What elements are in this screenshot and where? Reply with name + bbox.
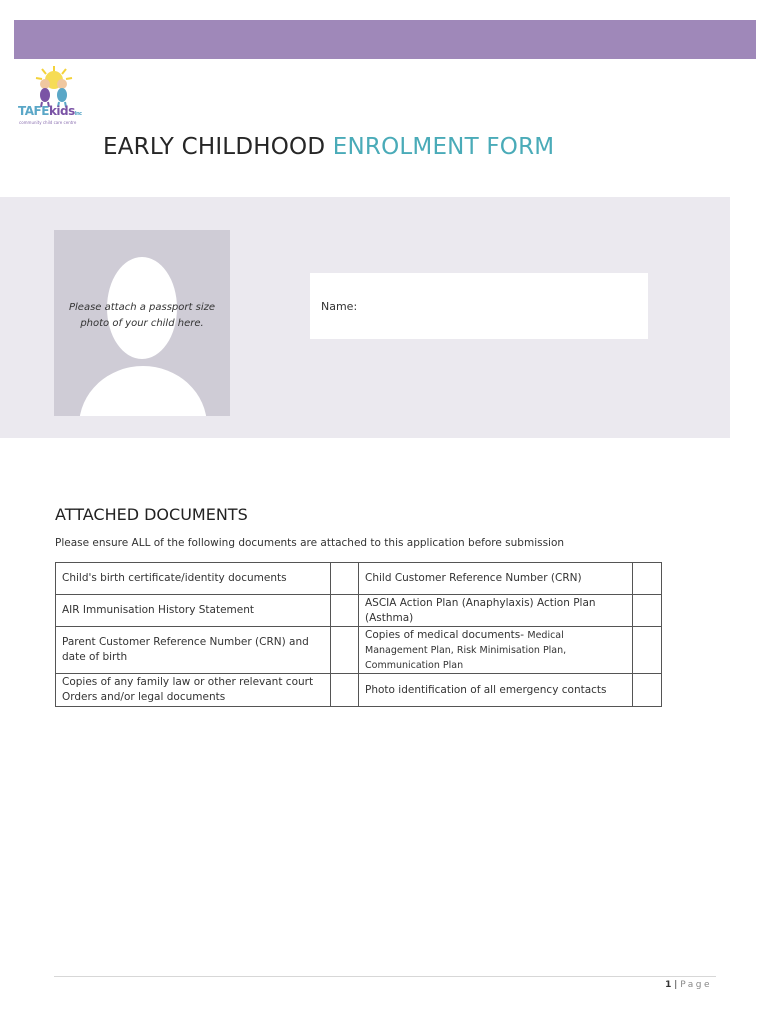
table-row [56,627,662,674]
logo-tagline: community child care centre [19,120,77,125]
doc-checkbox[interactable] [331,627,359,674]
doc-child-crn: Child Customer Reference Number (CRN) [359,563,633,595]
doc-emergency-contacts-id: Photo identification of all emergency contacts [359,674,633,707]
logo-wordmark: TAFEkidsInc [18,104,82,118]
doc-checkbox[interactable] [331,595,359,627]
doc-checkbox[interactable] [633,627,662,674]
doc-family-law-orders: Copies of any family law or other relevant court Orders and/or legal documents [56,674,331,707]
name-field[interactable] [310,273,648,339]
table-row [56,674,662,707]
passport-photo-placeholder[interactable] [54,230,230,416]
doc-checkbox[interactable] [633,674,662,707]
doc-parent-crn: Parent Customer Reference Number (CRN) and date of birth [56,627,331,674]
taffe-kids-logo [16,64,94,126]
table-row [56,595,662,627]
photo-instruction: Please attach a passport size photo of your child here. [68,302,215,329]
doc-checkbox[interactable] [633,595,662,627]
doc-checkbox[interactable] [633,563,662,595]
doc-checkbox[interactable] [331,563,359,595]
top-banner [14,20,756,59]
doc-medical-documents: Copies of medical documents- Medical Management Plan, Risk Minimisation Plan, Communication Plan [359,627,633,674]
doc-birth-certificate: Child's birth certificate/identity documents [56,563,331,595]
footer-divider [54,976,716,977]
documents-checklist-table [55,562,662,707]
attached-documents-instruction: Please ensure ALL of the following documents are attached to this application before submission [55,537,565,549]
name-label: Name: [321,300,358,313]
attached-documents-heading: ATTACHED DOCUMENTS [55,505,248,524]
logo-figures-icon [16,64,94,108]
doc-immunisation-statement: AIR Immunisation History Statement [56,595,331,627]
doc-ascia-action-plan: ASCIA Action Plan (Anaphylaxis) Action Plan (Asthma) [359,595,633,627]
table-row [56,563,662,595]
page-title: EARLY CHILDHOOD ENROLMENT FORM [103,134,555,160]
doc-checkbox[interactable] [331,674,359,707]
page-number: 1 | Page [665,980,712,990]
silhouette-shoulders-icon [79,366,207,416]
photo-name-section [0,197,730,438]
